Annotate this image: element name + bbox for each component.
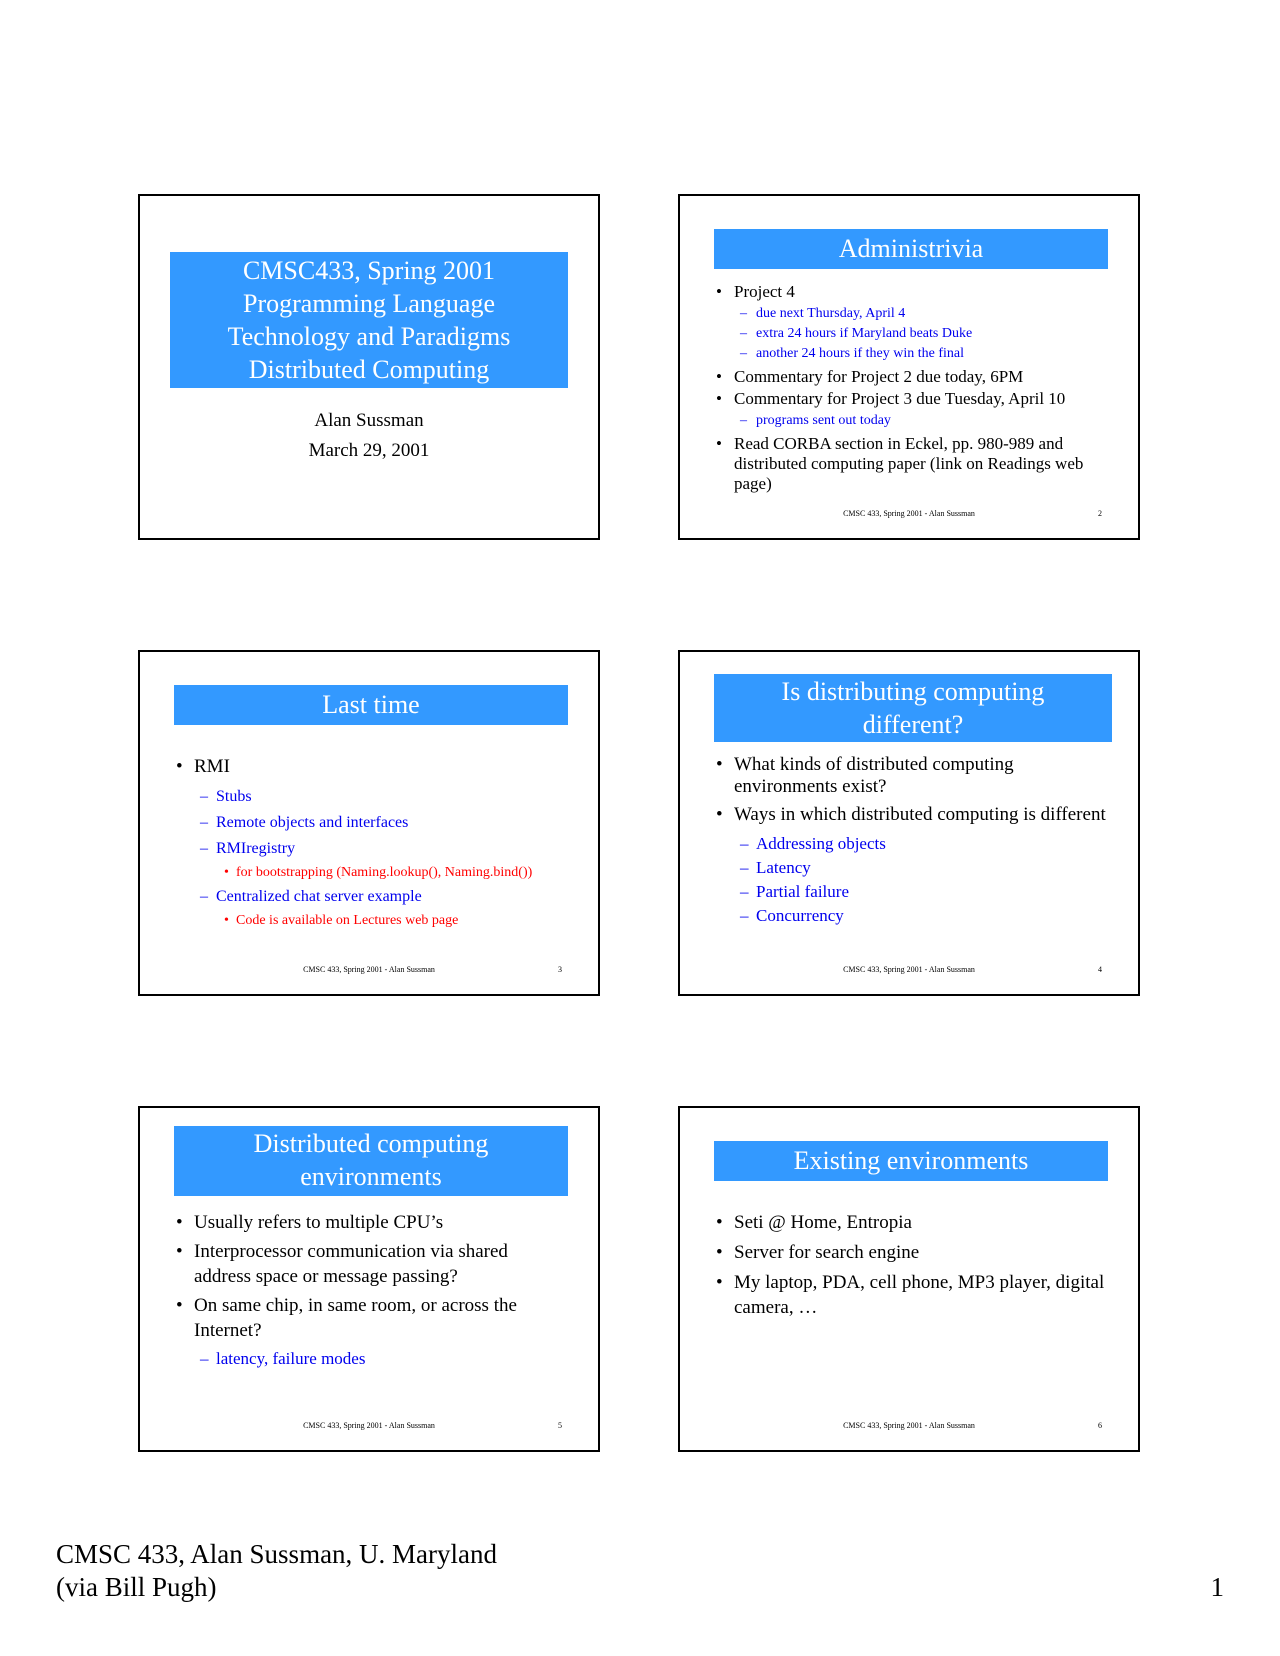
title-line: Is distributing computing xyxy=(781,677,1045,706)
slide-title xyxy=(714,674,1112,742)
sub-item xyxy=(680,880,1138,904)
sub-item-text: Remote objects and interfaces xyxy=(216,814,409,831)
dash-icon: – xyxy=(740,906,749,925)
sub-item xyxy=(680,904,1138,928)
slide-6 xyxy=(678,1106,1140,1452)
list-item xyxy=(680,1240,1138,1265)
title-line: different? xyxy=(862,710,964,739)
bullet-text: Commentary for Project 2 due today, 6PM xyxy=(734,367,1024,386)
bullet-icon: • xyxy=(176,1295,183,1316)
bullet-text: Project 4 xyxy=(734,282,795,301)
dash-icon: – xyxy=(740,326,747,341)
slide-footer: CMSC 433, Spring 2001 - Alan Sussman xyxy=(303,1421,435,1430)
bullet-icon: • xyxy=(716,754,723,775)
title-line: Last time xyxy=(322,690,420,719)
sub-item-text: Stubs xyxy=(216,788,252,805)
list-item xyxy=(680,1210,1138,1235)
slide-title xyxy=(170,252,568,388)
sub-item xyxy=(680,832,1138,856)
sub-item xyxy=(680,324,1138,344)
page-footer-line: (via Bill Pugh) xyxy=(56,1572,217,1602)
slide-title xyxy=(714,1141,1108,1181)
slide-4 xyxy=(678,650,1140,996)
date: March 29, 2001 xyxy=(308,440,430,461)
bullet-text: My laptop, PDA, cell phone, MP3 player, digital camera, … xyxy=(734,1272,1105,1318)
title-line: Existing environments xyxy=(793,1146,1029,1175)
bullet-icon: • xyxy=(716,282,722,301)
bullet-icon: • xyxy=(176,1212,183,1233)
page-footer xyxy=(56,1538,497,1604)
title-line: Distributed computing xyxy=(253,1129,489,1158)
sub-sub-item xyxy=(140,910,598,932)
sub-sub-item xyxy=(140,862,598,884)
title-line: Administrivia xyxy=(838,234,984,263)
bullet-list xyxy=(140,1210,598,1371)
bullet-icon: • xyxy=(716,1242,723,1263)
sub-item xyxy=(680,304,1138,324)
dash-icon: – xyxy=(200,1349,209,1368)
dash-icon: – xyxy=(740,858,749,877)
dash-icon: – xyxy=(740,882,749,901)
sub-item-text: latency, failure modes xyxy=(216,1349,366,1368)
sub-item xyxy=(140,884,598,910)
sub-item xyxy=(680,344,1138,364)
bullet-text: Server for search engine xyxy=(734,1242,920,1263)
slide-footer: CMSC 433, Spring 2001 - Alan Sussman xyxy=(843,509,975,518)
list-item xyxy=(680,804,1138,826)
slide-footer: CMSC 433, Spring 2001 - Alan Sussman xyxy=(843,1421,975,1430)
dash-icon: – xyxy=(200,788,208,805)
list-item xyxy=(680,367,1138,387)
sub-item-text: extra 24 hours if Maryland beats Duke xyxy=(756,326,973,341)
sub-item xyxy=(140,836,598,862)
slide-1 xyxy=(138,194,600,540)
slide-number: 2 xyxy=(1098,509,1102,518)
slide-footer: CMSC 433, Spring 2001 - Alan Sussman xyxy=(303,965,435,974)
bullet-text: On same chip, in same room, or across the Internet? xyxy=(194,1295,517,1341)
bullet-text: What kinds of distributed computing environments exist? xyxy=(734,754,1014,797)
sub-item-text: due next Thursday, April 4 xyxy=(756,306,906,321)
list-item xyxy=(140,754,598,780)
bullet-list xyxy=(680,754,1138,928)
title-line: CMSC433, Spring 2001 xyxy=(242,256,496,285)
bullet-text: Usually refers to multiple CPU’s xyxy=(194,1212,444,1233)
dash-icon: – xyxy=(200,840,208,857)
slide-footer: CMSC 433, Spring 2001 - Alan Sussman xyxy=(843,965,975,974)
dash-icon: – xyxy=(200,814,208,831)
sub-item xyxy=(140,810,598,836)
bullet-text: Read CORBA section in Eckel, pp. 980-989 and distributed computing paper (link on Readings web page) xyxy=(734,434,1084,493)
sub-item-text: RMIregistry xyxy=(216,840,296,857)
title-line: Programming Language xyxy=(243,289,495,318)
sub-item xyxy=(140,784,598,810)
bullet-list xyxy=(680,1210,1138,1325)
dash-icon: – xyxy=(740,834,749,853)
slide-3 xyxy=(138,650,600,996)
bullet-icon: • xyxy=(224,913,229,928)
list-item xyxy=(680,754,1138,798)
sub-item xyxy=(140,1347,598,1371)
page-number: 1 xyxy=(1210,1572,1224,1602)
slide-5 xyxy=(138,1106,600,1452)
bullet-list xyxy=(140,754,598,932)
bullet-text: Seti @ Home, Entropia xyxy=(734,1212,912,1233)
list-item xyxy=(680,282,1138,302)
sub-sub-item-text: Code is available on Lectures web page xyxy=(236,913,459,928)
list-item xyxy=(680,434,1138,494)
dash-icon: – xyxy=(740,306,747,321)
list-item xyxy=(680,389,1138,409)
bullet-text: RMI xyxy=(194,756,230,777)
slide-number: 5 xyxy=(558,1421,562,1430)
slide-number: 4 xyxy=(1098,965,1102,974)
slide-number: 3 xyxy=(558,965,562,974)
sub-item-text: Centralized chat server example xyxy=(216,888,422,905)
bullet-text: Ways in which distributed computing is different xyxy=(734,804,1106,825)
bullet-icon: • xyxy=(716,804,723,825)
title-line: Technology and Paradigms xyxy=(227,322,511,351)
dash-icon: – xyxy=(740,413,747,428)
slide-number: 6 xyxy=(1098,1421,1102,1430)
slide-title xyxy=(174,685,568,725)
sub-item-text: Addressing objects xyxy=(756,834,886,853)
slide-2 xyxy=(678,194,1140,540)
bullet-text: Interprocessor communication via shared address space or message passing? xyxy=(194,1241,508,1287)
dash-icon: – xyxy=(740,346,747,361)
bullet-icon: • xyxy=(224,865,229,880)
sub-item-text: another 24 hours if they win the final xyxy=(756,346,965,361)
bullet-list xyxy=(680,282,1138,496)
slide-title xyxy=(174,1126,568,1196)
title-line: Distributed Computing xyxy=(248,355,490,384)
sub-item xyxy=(680,856,1138,880)
sub-sub-item-text: for bootstrapping (Naming.lookup(), Naming.bind()) xyxy=(236,865,533,880)
sub-item-text: Concurrency xyxy=(756,906,844,925)
list-item xyxy=(140,1210,598,1235)
bullet-text: Commentary for Project 3 due Tuesday, April 10 xyxy=(734,389,1066,408)
bullet-icon: • xyxy=(716,434,722,453)
page-footer-line: CMSC 433, Alan Sussman, U. Maryland xyxy=(56,1539,498,1569)
title-line: environments xyxy=(300,1162,442,1191)
sub-item xyxy=(680,411,1138,431)
bullet-icon: • xyxy=(176,756,183,777)
dash-icon: – xyxy=(200,888,208,905)
list-item xyxy=(140,1239,598,1289)
sub-item-text: programs sent out today xyxy=(756,413,891,428)
bullet-icon: • xyxy=(176,1241,183,1262)
list-item xyxy=(680,1270,1138,1320)
bullet-icon: • xyxy=(716,1212,723,1233)
bullet-icon: • xyxy=(716,1272,723,1293)
author: Alan Sussman xyxy=(314,410,424,431)
bullet-icon: • xyxy=(716,367,722,386)
sub-item-text: Partial failure xyxy=(756,882,849,901)
list-item xyxy=(140,1293,598,1343)
sub-item-text: Latency xyxy=(756,858,811,877)
bullet-icon: • xyxy=(716,389,722,408)
slide-title xyxy=(714,229,1108,269)
